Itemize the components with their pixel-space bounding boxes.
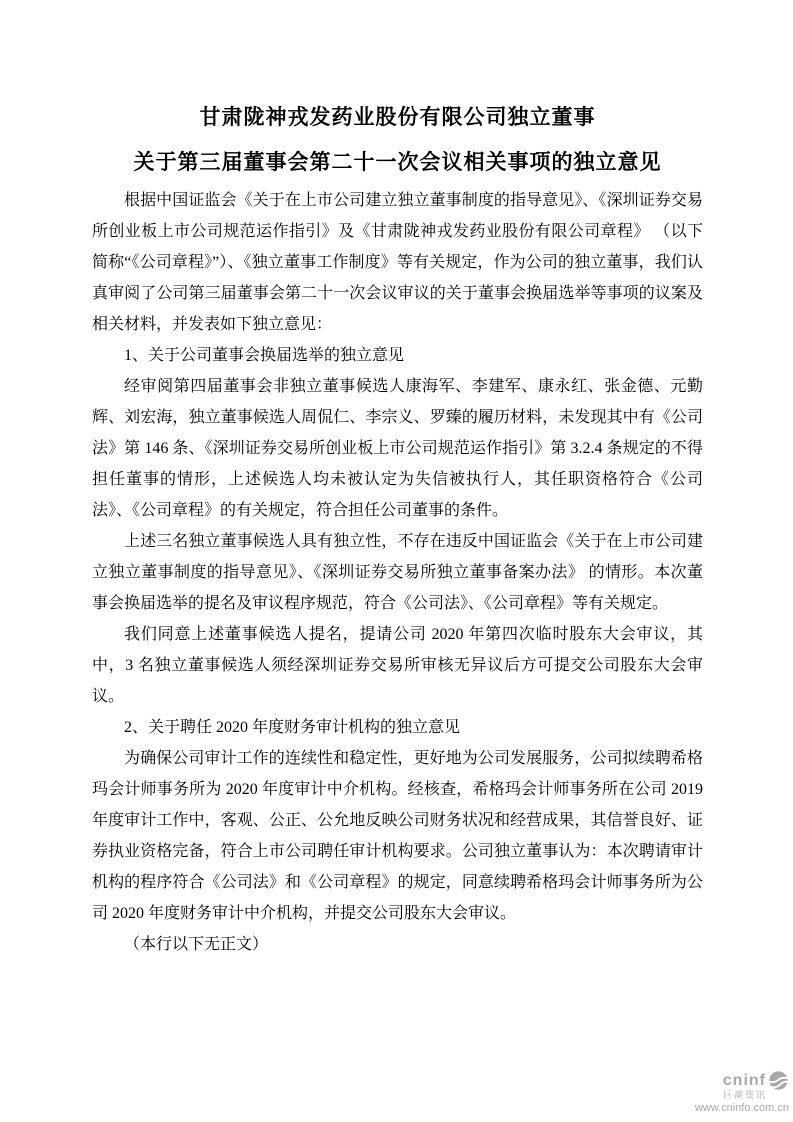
cninfo-swirl-icon xyxy=(768,1070,789,1091)
paragraph-independence: 上述三名独立董事候选人具有独立性，不存在违反中国证监会《关于在上市公司建立独立董事制度的指导意见》、《深圳证券交易所独立董事备案办法》 的情形。本次董事会换届选举的提名及审议程序规范，符合《公司法》、《公司章程》等有关规定。 xyxy=(92,533,703,612)
cninfo-logo-text: cninf xyxy=(722,1072,766,1089)
cninfo-logo-row xyxy=(723,1070,789,1089)
paragraph-audit-firm: 为确保公司审计工作的连续性和稳定性，更好地为公司发展服务，公司拟续聘希格玛会计师事务所为 2020 年度审计中介机构。经核查，希格玛会计师事务所在公司 2019 年度审计工作中，客观、公正、公允地反映公司财务状况和经营成果，其信誉良好、证券执业资格完备，符合上市公司聘任审计机构要求。公司独立董事认为：本次聘请审计机构的程序符合《公司法》和《公司章程》的规定，同意续聘希格玛会计师事务所为公司 2020 年度财务审计中介机构，并提交公司股东大会审议。 xyxy=(92,750,703,922)
cninfo-logo xyxy=(695,1070,789,1114)
document-title-line2: 关于第三届董事会第二十一次会议相关事项的独立意见 xyxy=(133,150,662,174)
paragraph-candidates-review: 经审阅第四届董事会非独立董事候选人康海军、李建军、康永红、张金德、元勤辉、刘宏海，独立董事候选人周侃仁、李宗义、罗臻的履历材料，未发现其中有《公司法》第 146 条、《深圳证券交易所创业板上市公司规范运作指引》第 3.2.4 条规定的不得担任董事的情形，上述候选人均未被认定为失信被执行人，其任职资格符合《公司法》、《公司章程》的有关规定，符合担任公司董事的条件。 xyxy=(92,378,703,519)
paragraph-nomination-agreement: 我们同意上述董事候选人提名，提请公司 2020 年第四次临时股东大会审议，其中，3 名独立董事候选人须经深圳证券交易所审核无异议后方可提交公司股东大会审议。 xyxy=(92,626,703,705)
cninfo-logo-chinese: 巨潮资讯 xyxy=(722,1090,767,1100)
section-heading-1: 1、关于公司董事会换届选举的独立意见 xyxy=(124,347,405,364)
cninfo-logo-url: www.cninfo.com.cn xyxy=(694,1102,789,1114)
document-title-line1: 甘肃陇神戎发药业股份有限公司独立董事 xyxy=(199,105,596,129)
paragraph-end-note: （本行以下无正文） xyxy=(124,936,269,953)
paragraph-intro: 根据中国证监会《关于在上市公司建立独立董事制度的指导意见》、《深圳证券交易所创业板上市公司规范运作指引》及《甘肃陇神戎发药业股份有限公司章程》 （以下简称“《公司章程》”）、《独立董事工作制度》等有关规定，作为公司的独立董事，我们认真审阅了公司第三届董事会第二十一次会议审议的关于董事会换届选举等事项的议案及相关材料，并发表如下独立意见： xyxy=(92,192,703,333)
section-heading-2: 2、关于聘任 2020 年度财务审计机构的独立意见 xyxy=(124,719,461,736)
